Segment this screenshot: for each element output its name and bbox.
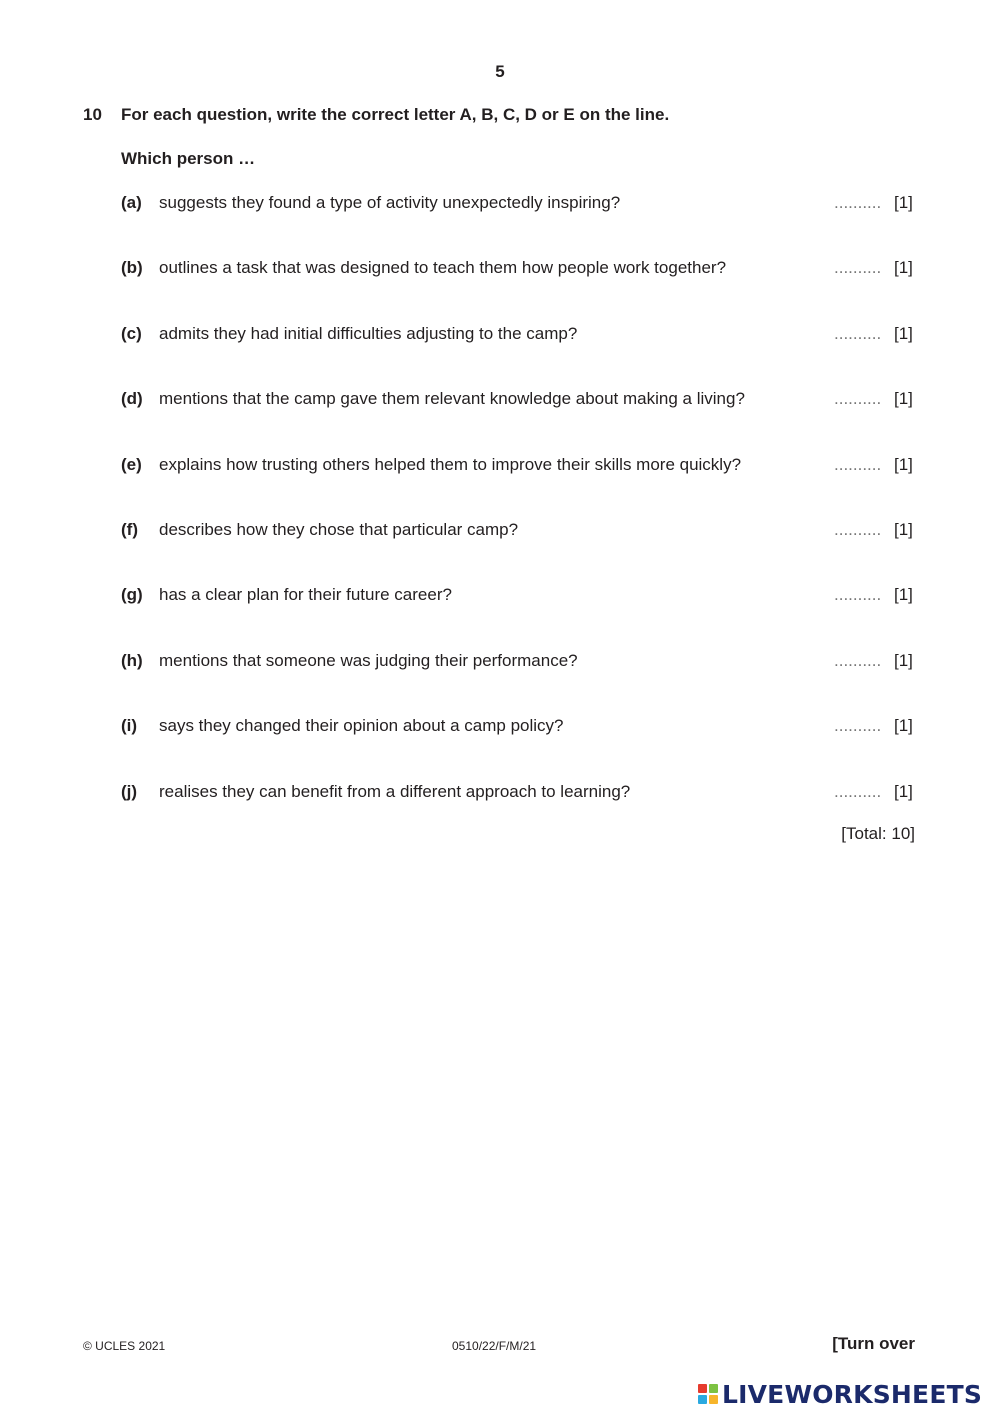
- item-label: (e): [121, 454, 142, 474]
- item-marks: [1]: [894, 716, 913, 736]
- item-label: (i): [121, 716, 138, 736]
- page-number: 5: [495, 62, 505, 81]
- footer-copyright: © UCLES 2021: [83, 1339, 166, 1353]
- question-item: [0, 453, 1000, 518]
- item-marks: [1]: [894, 519, 913, 539]
- item-text: suggests they found a type of activity unexpectedly inspiring?: [159, 193, 621, 212]
- liveworksheets-logo: [698, 1378, 982, 1410]
- item-text: outlines a task that was designed to teach them how people work together?: [159, 258, 727, 278]
- question-item: [0, 256, 1000, 321]
- item-label: (f): [121, 519, 138, 539]
- question-instruction: For each question, write the correct letter A, B, C, D or E on the line.: [121, 105, 670, 124]
- answer-input-j[interactable]: [834, 782, 892, 802]
- item-label: (j): [121, 781, 138, 801]
- item-text: explains how trusting others helped them to improve their skills more quickly?: [159, 454, 742, 474]
- liveworksheets-icon: [698, 1384, 718, 1404]
- answer-input-i[interactable]: [834, 716, 892, 736]
- answer-input-a[interactable]: [834, 193, 892, 213]
- item-label: (g): [121, 585, 143, 605]
- item-text: says they changed their opinion about a camp policy?: [159, 716, 564, 736]
- question-item: [0, 518, 1000, 583]
- logo-square: [698, 1384, 707, 1393]
- question-item: [0, 322, 1000, 387]
- question-item: [0, 387, 1000, 452]
- item-text: describes how they chose that particular camp?: [159, 519, 519, 539]
- item-text: realises they can benefit from a different approach to learning?: [159, 781, 631, 801]
- item-marks: [1]: [894, 781, 913, 801]
- question-item: [0, 583, 1000, 648]
- footer-turn-over: [Turn over: [832, 1334, 915, 1353]
- answer-input-e[interactable]: [834, 455, 892, 475]
- item-label: (h): [121, 650, 143, 670]
- item-text: mentions that someone was judging their performance?: [159, 650, 578, 670]
- item-marks: [1]: [894, 650, 913, 670]
- question-items: [0, 191, 1000, 845]
- item-marks: [1]: [894, 585, 913, 605]
- total-marks: [Total: 10]: [841, 824, 915, 843]
- question-prompt: Which person …: [121, 149, 256, 168]
- item-marks: [1]: [894, 454, 913, 474]
- answer-input-f[interactable]: [834, 520, 892, 540]
- question-item: [0, 714, 1000, 779]
- answer-input-c[interactable]: [834, 324, 892, 344]
- item-label: (b): [121, 258, 143, 278]
- item-text: mentions that the camp gave them relevant knowledge about making a living?: [159, 389, 745, 409]
- answer-input-b[interactable]: [834, 258, 892, 278]
- item-text: has a clear plan for their future career?: [159, 585, 452, 605]
- item-marks: [1]: [894, 323, 913, 343]
- answer-input-h[interactable]: [834, 651, 892, 671]
- item-marks: [1]: [894, 193, 913, 212]
- answer-input-d[interactable]: [834, 389, 892, 409]
- logo-square: [698, 1395, 707, 1404]
- item-marks: [1]: [894, 389, 913, 409]
- item-marks: [1]: [894, 258, 913, 278]
- question-number: 10: [83, 105, 102, 124]
- logo-square: [709, 1384, 718, 1393]
- liveworksheets-logo-text: LIVEWORKSHEETS: [722, 1379, 983, 1409]
- question-item: [0, 649, 1000, 714]
- footer-paper-code: 0510/22/F/M/21: [452, 1339, 537, 1353]
- answer-input-g[interactable]: [834, 585, 892, 605]
- item-label: (a): [121, 193, 142, 212]
- logo-square: [709, 1395, 718, 1404]
- item-text: admits they had initial difficulties adjusting to the camp?: [159, 323, 578, 343]
- item-label: (c): [121, 323, 142, 343]
- item-label: (d): [121, 389, 143, 409]
- question-item: [0, 191, 1000, 256]
